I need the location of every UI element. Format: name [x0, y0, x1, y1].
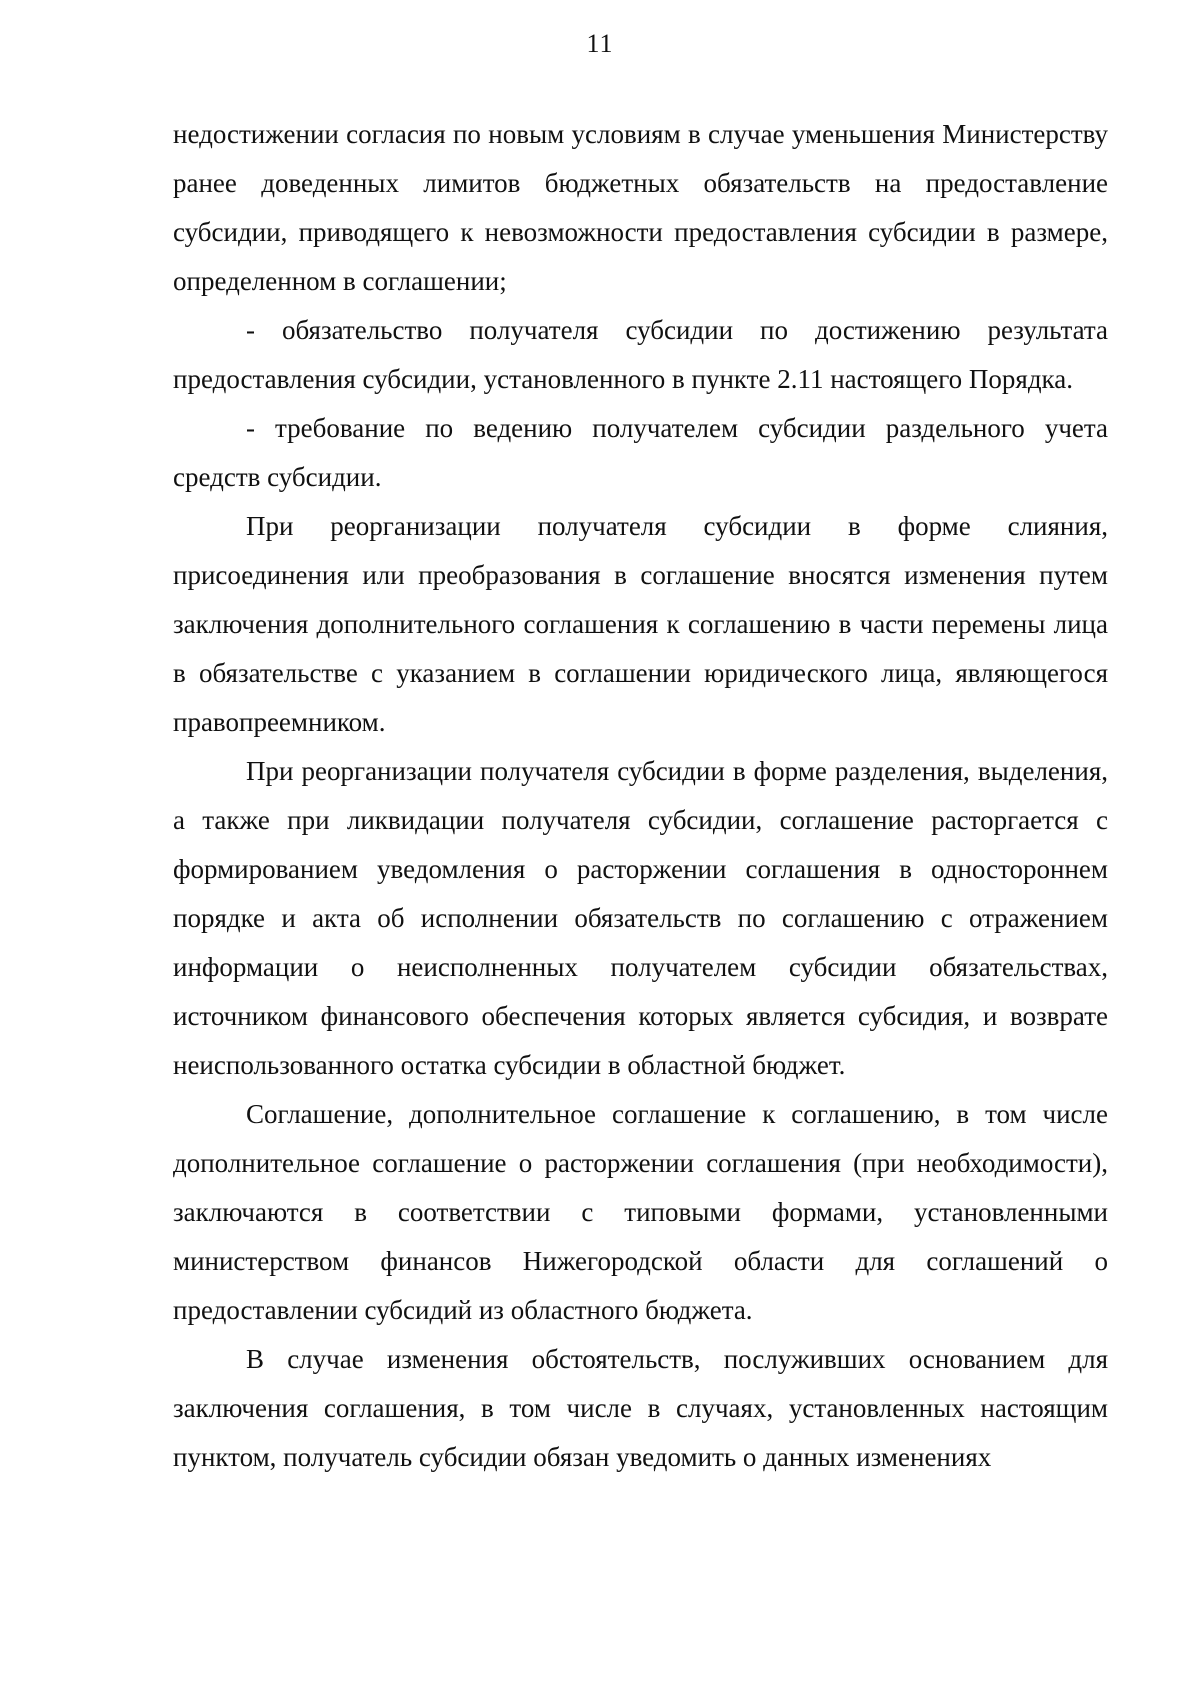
- paragraph-continuation: недостижении согласия по новым условиям в случае уменьшения Министерству ранее доведенных лимитов бюджетных обязательств на предоставление субсидии, приводящего к невозможности предоставления субсидии в размере, определенном в соглашении;: [173, 119, 1108, 296]
- page-number: 11: [586, 29, 614, 58]
- paragraph-merger-reorganization: При реорганизации получателя субсидии в форме слияния, присоединения или преобразования в соглашение вносятся изменения путем заключения дополнительного соглашения к соглашению в части перемены лица в обязательстве с указанием в соглашении юридического лица, являющегося правопреемником.: [173, 511, 1108, 737]
- paragraph-standard-forms: Соглашение, дополнительное соглашение к соглашению, в том числе дополнительное соглашение о расторжении соглашения (при необходимости), заключаются в соответствии с типовыми формами, установленными министерством финансов Нижегородской области для соглашений о предоставлении субсидий из областного бюджета.: [173, 1099, 1108, 1325]
- paragraph-division-liquidation: При реорганизации получателя субсидии в форме разделения, выделения, а также при ликвидации получателя субсидии, соглашение расторгается с формированием уведомления о расторжении соглашения в одностороннем порядке и акта об исполнении обязательств по соглашению с отражением информации о неисполненных получателем субсидии обязательствах, источником финансового обеспечения которых является субсидия, и возврате неиспользованного остатка субсидии в областной бюджет.: [173, 756, 1108, 1080]
- document-body: [173, 110, 1108, 1482]
- paragraph-separate-accounting: - требование по ведению получателем субсидии раздельного учета средств субсидии.: [173, 413, 1108, 492]
- paragraph-result-obligation: - обязательство получателя субсидии по достижению результата предоставления субсидии, установленного в пункте 2.11 настоящего Порядка.: [173, 315, 1108, 394]
- paragraph-circumstances-change: В случае изменения обстоятельств, послуживших основанием для заключения соглашения, в том числе в случаях, установленных настоящим пунктом, получатель субсидии обязан уведомить о данных изменениях: [173, 1344, 1108, 1472]
